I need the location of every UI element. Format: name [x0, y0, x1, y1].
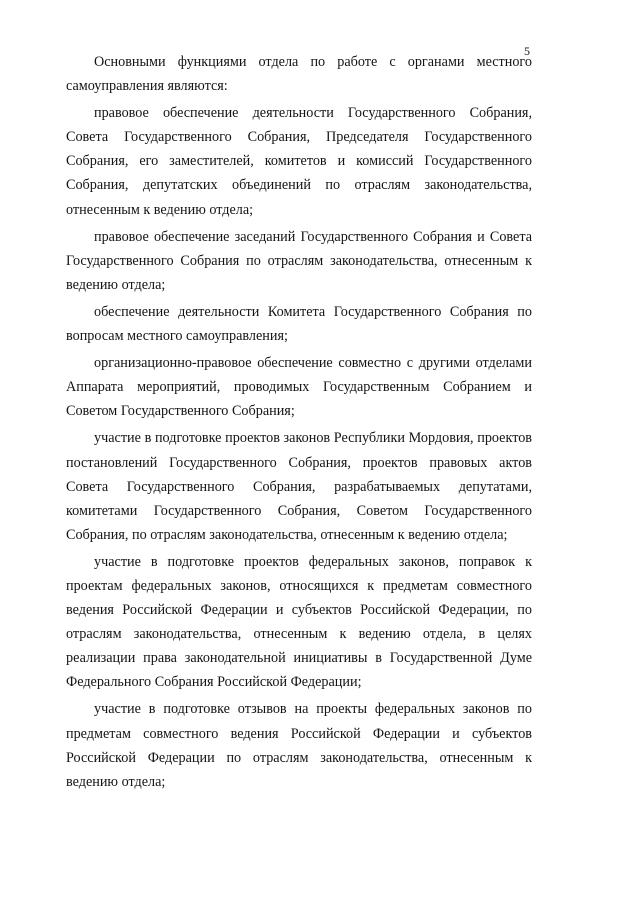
paragraph-function: участие в подготовке проектов законов Республики Мордовия, проектов постановлений Государственного Собрания, проектов правовых актов Совета Государственного Собрания, разрабатываемых депутатами, комитетами Государственного Собрания, Советом Государственного Собрания, по отраслям законодательства, отнесенным к ведению отдела; [66, 430, 532, 543]
paragraph-function: правовое обеспечение заседаний Государственного Собрания и Совета Государственного Собрания по отраслям законодательства, отнесенным к ведению отдела; [66, 228, 532, 293]
paragraph-intro: Основными функциями отдела по работе с органами местного самоуправления являются: [66, 54, 532, 95]
paragraph-function: правовое обеспечение деятельности Государственного Собрания, Совета Государственного Собрания, Председателя Государственного Собрания, его заместителей, комитетов и комиссий Государственного Собрания, депутатских объединений по отраслям законодательства, отнесенным к ведению отдела; [66, 105, 532, 218]
paragraph-function: организационно-правовое обеспечение совместно с другими отделами Аппарата мероприятий, проводимых Государственным Собранием и Советом Государственного Собрания; [66, 355, 532, 420]
paragraph-function: обеспечение деятельности Комитета Государственного Собрания по вопросам местного самоуправления; [66, 303, 532, 345]
body-text [66, 50, 532, 797]
page-number: 5 [524, 44, 530, 58]
paragraph-function: участие в подготовке проектов федеральных законов, поправок к проектам федеральных законов, относящихся к предметам совместного ведения Российской Федерации и субъектов Российской Федерации, по отраслям законодательства, отнесенным к ведению отдела, в целях реализации права законодательной инициативы в Государственной Думе Федерального Собрания Российской Федерации; [66, 553, 532, 691]
paragraph-function: участие в подготовке отзывов на проекты федеральных законов по предметам совместного ведения Российской Федерации и субъектов Российской Федерации по отраслям законодательства, отнесенным к ведению отдела; [66, 701, 532, 790]
